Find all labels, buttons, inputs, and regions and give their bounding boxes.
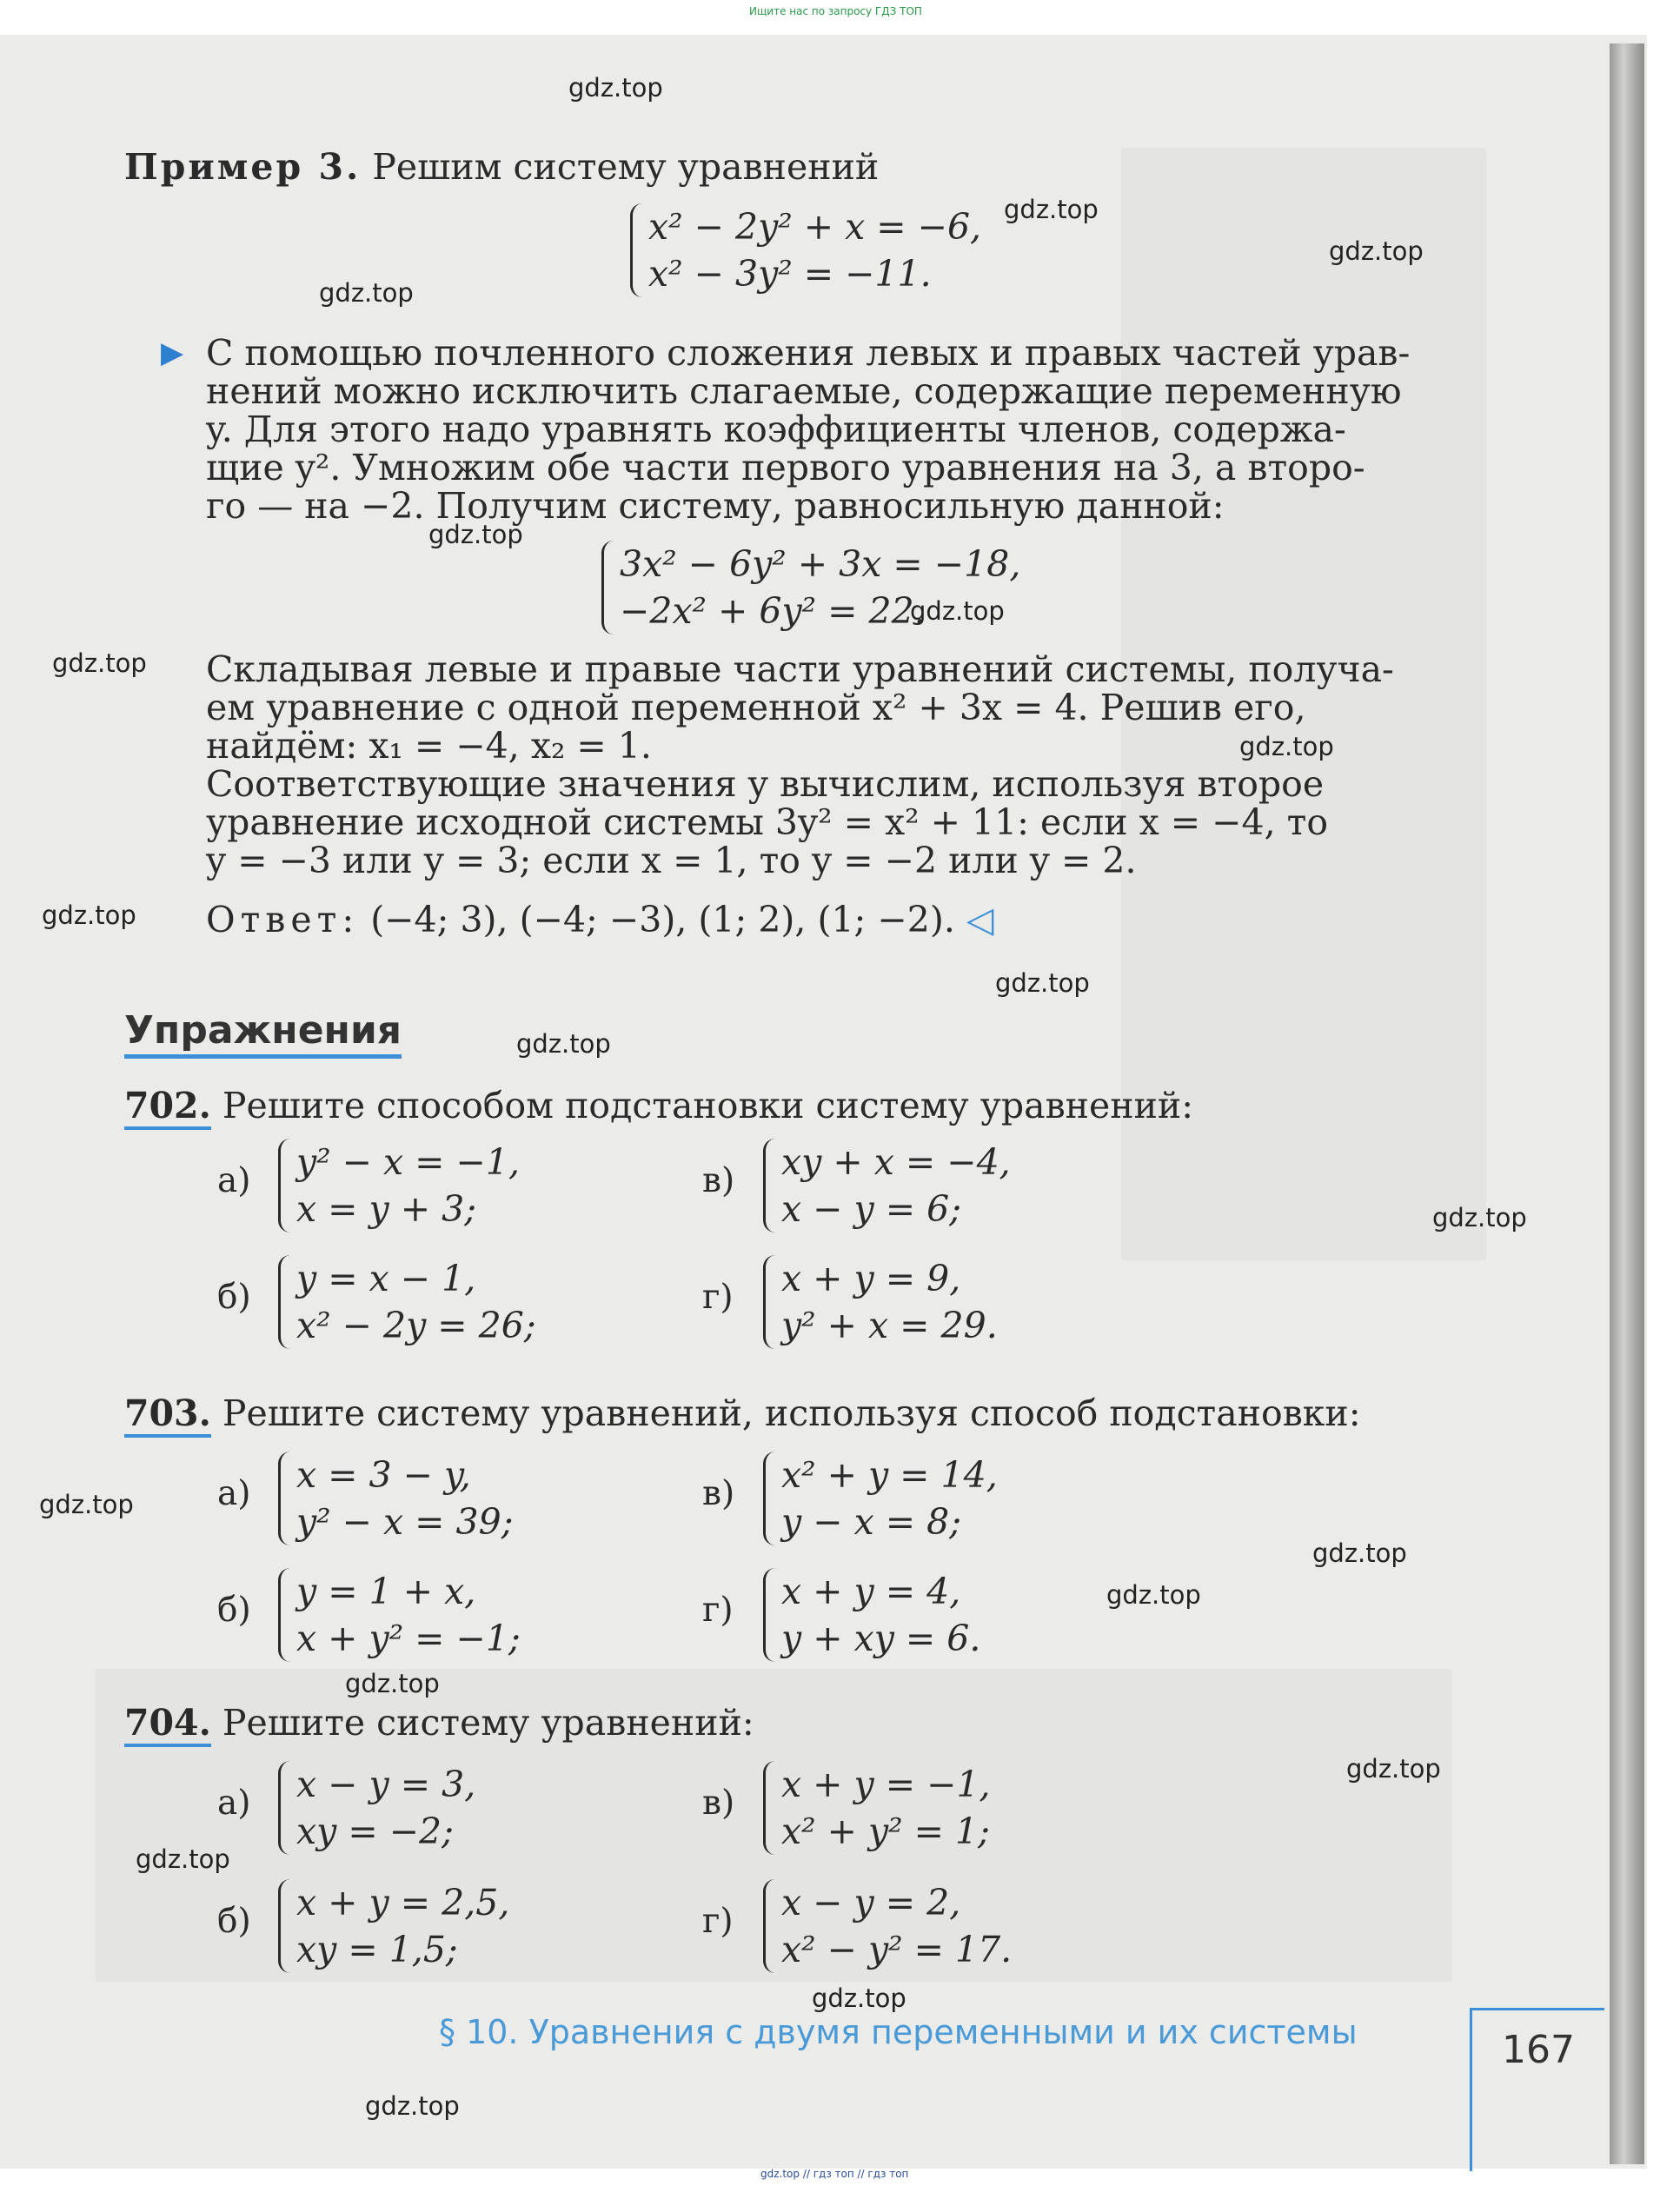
item-label: г): [702, 1591, 734, 1630]
exercise-system: [763, 1568, 980, 1662]
item-label: в): [702, 1161, 735, 1200]
item-label: б): [217, 1902, 251, 1941]
equivalent-system: [601, 541, 1020, 635]
exercise-system: [278, 1452, 514, 1545]
exercise-702-heading: [124, 1086, 1193, 1125]
equation-line: xy = −2;: [296, 1811, 454, 1852]
watermark: gdz.top: [42, 900, 136, 930]
exercise-system: [278, 1568, 521, 1662]
exercises-title: Упражнения: [124, 1008, 402, 1059]
book-spine-edge: [1610, 43, 1644, 2164]
watermark: gdz.top: [1106, 1580, 1201, 1610]
text-line: щие y². Умножим обе части первого уравнения на 3, а второ-: [206, 447, 1365, 488]
watermark: gdz.top: [1329, 236, 1424, 266]
text-line: го — на −2. Получим систему, равносильную данной:: [206, 485, 1225, 527]
answer-line: [206, 900, 993, 939]
equation-line: 3x² − 6y² + 3x = −18,: [620, 543, 1021, 585]
top-note: Ищите нас по запросу ГДЗ ТОП: [749, 5, 922, 17]
brace: [278, 1568, 291, 1662]
example-intro: Решим систему уравнений: [372, 146, 880, 188]
exercise-system: [763, 1879, 1012, 1973]
equation-line: x = y + 3;: [296, 1188, 477, 1230]
watermark: gdz.top: [365, 2091, 460, 2121]
exercise-system: [278, 1139, 520, 1233]
watermark: gdz.top: [568, 73, 663, 103]
exercise-704-heading: [124, 1704, 754, 1742]
page-number-box: [1470, 2008, 1604, 2171]
watermark: gdz.top: [910, 596, 1005, 626]
watermark: gdz.top: [52, 648, 147, 678]
watermark: gdz.top: [39, 1490, 134, 1519]
equation-line: y = x − 1,: [296, 1258, 476, 1299]
item-label: в): [702, 1474, 735, 1513]
exercise-number: 703.: [124, 1392, 211, 1438]
exercise-text: Решите систему уравнений, используя способ подстановки:: [222, 1392, 1361, 1434]
text-line: Складывая левые и правые части уравнений системы, получа-: [206, 648, 1394, 690]
example-label: Пример 3.: [124, 146, 362, 188]
exercise-system: [763, 1452, 998, 1545]
brace: [763, 1879, 776, 1973]
equation-line: x² − y² = 17.: [781, 1929, 1013, 1970]
equation-line: y − x = 8;: [781, 1501, 962, 1543]
watermark: gdz.top: [1312, 1538, 1407, 1568]
exercise-703-heading: [124, 1394, 1361, 1432]
brace: [278, 1255, 291, 1349]
equation-line: y² − x = −1,: [296, 1141, 521, 1183]
solution-paragraph-2: [206, 650, 1458, 880]
watermark: gdz.top: [1004, 195, 1099, 224]
item-label: а): [217, 1784, 251, 1823]
solution-paragraph: [161, 332, 1458, 527]
brace: [763, 1568, 776, 1662]
equation-line: y² − x = 39;: [296, 1501, 514, 1543]
equation-line: x − y = 3,: [296, 1764, 476, 1805]
watermark: gdz.top: [136, 1844, 230, 1874]
equation-line: x² − 2y² + x = −6,: [648, 206, 982, 248]
equation-line: x + y² = −1;: [296, 1618, 521, 1659]
equation-line: x + y = 9,: [781, 1258, 961, 1299]
text-line: y. Для этого надо уравнять коэффициенты членов, содержа-: [206, 409, 1346, 450]
brace: [763, 1139, 776, 1233]
brace: [278, 1139, 291, 1233]
equation-line: x² − 3y² = −11.: [648, 253, 932, 295]
exercise-system: [763, 1139, 1011, 1233]
text-line: y = −3 или y = 3; если x = 1, то y = −2 или y = 2.: [206, 840, 1137, 881]
equation-line: y² + x = 29.: [781, 1305, 998, 1346]
equation-line: x + y = −1,: [781, 1764, 991, 1805]
watermark: gdz.top: [995, 968, 1090, 998]
equation-line: −2x² + 6y² = 22.: [620, 590, 926, 632]
end-marker: ◁: [966, 899, 994, 940]
equation-line: y = 1 + x,: [296, 1571, 476, 1612]
text-line: Соответствующие значения y вычислим, используя второе: [206, 763, 1325, 805]
item-label: б): [217, 1278, 251, 1317]
equation-line: x − y = 6;: [781, 1188, 962, 1230]
item-label: г): [702, 1902, 734, 1941]
exercise-number: 704.: [124, 1702, 211, 1747]
equation-line: x² − 2y = 26;: [296, 1305, 536, 1346]
bottom-note: gdz.top // гдз топ // гдз топ: [760, 2168, 909, 2180]
brace: [630, 203, 643, 297]
exercise-system: [278, 1879, 509, 1973]
equation-line: x² + y² = 1;: [781, 1811, 990, 1852]
brace: [278, 1452, 291, 1545]
text-line: ем уравнение с одной переменной x² + 3x = 4. Решив его,: [206, 687, 1306, 728]
brace: [763, 1255, 776, 1349]
watermark: gdz.top: [345, 1669, 440, 1698]
item-label: б): [217, 1591, 251, 1630]
solution-marker: ▶: [161, 336, 184, 370]
equation-line: x² + y = 14,: [781, 1454, 998, 1496]
brace: [763, 1761, 776, 1855]
example-system: [630, 203, 981, 297]
answer-value: (−4; 3), (−4; −3), (1; 2), (1; −2).: [370, 899, 955, 940]
watermark: gdz.top: [516, 1029, 611, 1059]
text-line: уравнение исходной системы 3y² = x² + 11: если x = −4, то: [206, 801, 1329, 843]
exercise-system: [278, 1255, 536, 1349]
equation-line: x + y = 2,5,: [296, 1882, 510, 1924]
watermark: gdz.top: [428, 520, 523, 549]
brace: [763, 1452, 776, 1545]
example-heading: [124, 148, 879, 186]
exercise-system: [763, 1761, 991, 1855]
exercise-system: [278, 1761, 475, 1855]
equation-line: x − y = 2,: [781, 1882, 961, 1924]
watermark: gdz.top: [1346, 1754, 1441, 1784]
exercise-text: Решите систему уравнений:: [222, 1702, 754, 1744]
answer-label: Ответ:: [206, 899, 360, 940]
brace: [278, 1761, 291, 1855]
text-line: найдём: x₁ = −4, x₂ = 1.: [206, 725, 652, 767]
watermark: gdz.top: [1432, 1203, 1527, 1233]
equation-line: xy = 1,5;: [296, 1929, 458, 1970]
text-line: нений можно исключить слагаемые, содержащие переменную: [206, 370, 1402, 412]
item-label: а): [217, 1161, 251, 1200]
exercise-number: 702.: [124, 1085, 211, 1130]
equation-line: x + y = 4,: [781, 1571, 961, 1612]
watermark: gdz.top: [1239, 732, 1334, 761]
exercise-text: Решите способом подстановки систему уравнений:: [222, 1085, 1194, 1126]
equation-line: y + xy = 6.: [781, 1618, 981, 1659]
item-label: в): [702, 1784, 735, 1823]
equation-line: xy + x = −4,: [781, 1141, 1011, 1183]
section-footer: § 10. Уравнения с двумя переменными и их системы: [439, 2013, 1358, 2051]
brace: [278, 1879, 291, 1973]
watermark: gdz.top: [812, 1983, 906, 2013]
equation-line: x = 3 − y,: [296, 1454, 471, 1496]
page-number: 167: [1502, 2028, 1575, 2072]
watermark: gdz.top: [319, 278, 414, 308]
exercise-system: [763, 1255, 998, 1349]
item-label: а): [217, 1474, 251, 1513]
item-label: г): [702, 1278, 734, 1317]
text-line: С помощью почленного сложения левых и правых частей урав-: [206, 332, 1411, 374]
brace: [601, 541, 614, 635]
